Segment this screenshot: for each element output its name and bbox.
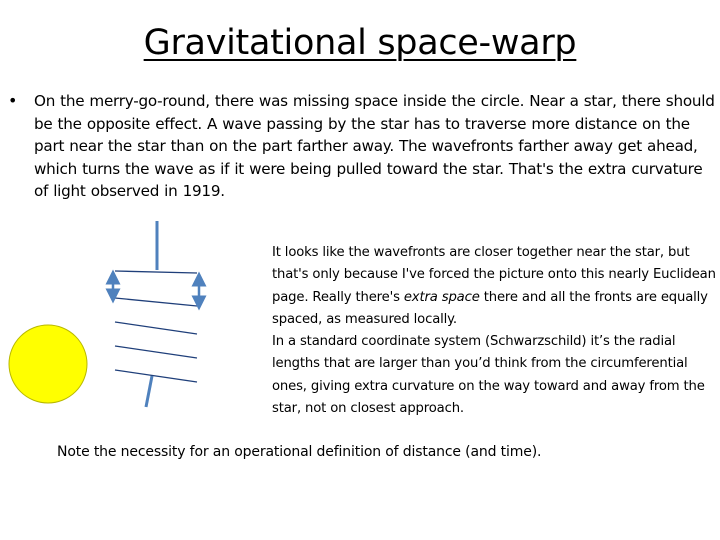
star-circle xyxy=(9,325,87,403)
note-text-a: It looks like the wavefronts are closer together near the star, but that's only because I've forced the picture onto this nearly Euclidean page. Really there's xyxy=(272,245,716,305)
footer-note: Note the necessity for an operational definition of distance (and time). xyxy=(57,444,542,460)
wavefront-5 xyxy=(115,370,197,382)
outgoing-light-ray xyxy=(146,376,152,407)
bullet-dot-icon: • xyxy=(8,91,18,110)
note-emphasis: extra space xyxy=(403,289,480,305)
wavefront-2 xyxy=(115,298,197,306)
note-paragraph-2: In a standard coordinate system (Schwarzschild) it’s the radial lengths that are larger than you’d think from the circumferential ones, giving extra curvature on the way toward and away from the star, not on closest approach. xyxy=(272,334,705,417)
note-paragraph-1 xyxy=(272,242,717,331)
wavefront-3 xyxy=(115,322,197,334)
note-text-b: there and all the fronts are equally spaced, as measured locally. xyxy=(272,289,708,327)
wavefront-1 xyxy=(115,271,197,273)
wavefront-4 xyxy=(115,346,197,358)
bullet-text: On the merry-go-round, there was missing space inside the circle. Near a star, there should be the opposite effect. A wave passing by the star has to traverse more distance on the part near the star than on the part farther away. The wavefronts farther away get ahead, which turns the wave as if it were being pulled toward the star. That's the extra curvature of light observed in 1919. xyxy=(34,92,715,200)
slide-title: Gravitational space-warp xyxy=(143,23,577,63)
diagram-note xyxy=(272,242,717,420)
wave-diagram xyxy=(0,215,260,420)
